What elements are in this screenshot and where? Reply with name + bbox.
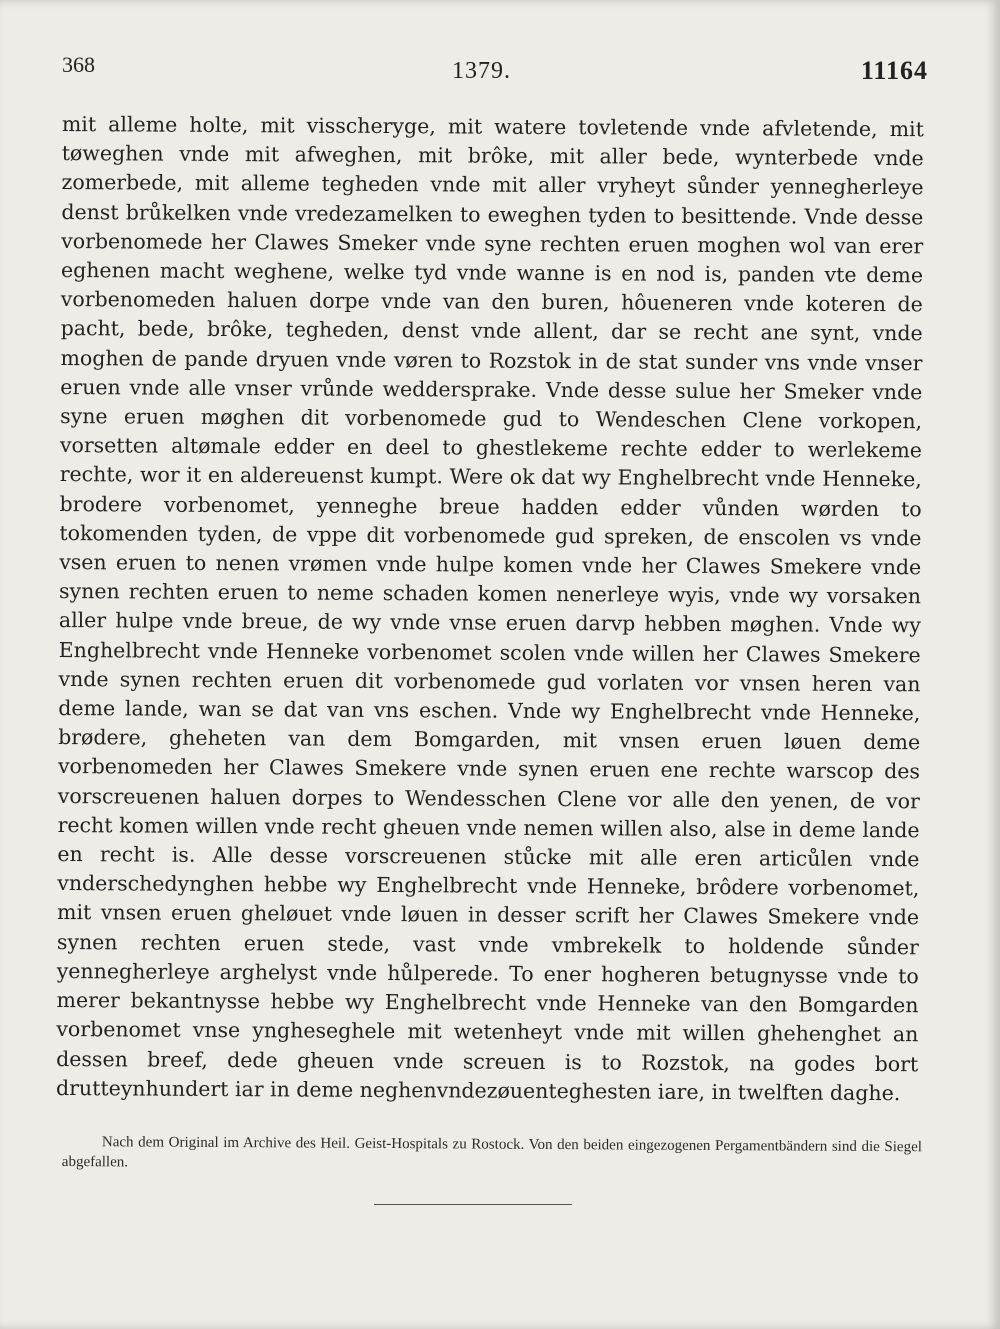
charter-text: mit alleme holte, mit visscheryge, mit watere tovletende vnde afvletende, mit tøweghen vnde mit afweghen, mit brôke, mit aller bede, wynterbede vnde zomerbede, mit alleme tegheden vnde mit aller vryheyt sůnder yennegherleye denst brůkelken vnde vredezamelken to eweghen tyden to besittende. Vnde desse vorbenomede her Clawes Smeker vnde syne rechten eruen moghen wol van erer eghenen macht weghene, welke tyd vnde wanne is en nod is, panden vte deme vorbenomeden haluen dorpe vnde van den buren, hôueneren vnde koteren de pacht, bede, brôke, tegheden, denst vnde allent, dar se recht ane synt, vnde moghen de pande dryuen vnde vøren to Rozstok in de stat sunder vns vnde vnser eruen vnde alle vnser vrůnde weddersprake. Vnde desse sulue her Smeker vnde syne eruen møghen dit vorbenomede gud to Wendeschen Clene vorkopen, vorsetten altømale edder en deel to ghestlekeme rechte edder to werlekeme rechte, wor it en aldereuenst kumpt. Were ok dat wy Enghelbrecht vnde Henneke, brodere vorbenomet, yenneghe breue hadden edder vůnden wørden to tokomenden tyden, de vppe dit vorbenomede gud spreken, de enscolen vs vnde vsen eruen to nenen vrømen vnde hulpe komen vnde her Clawes Smekere vnde synen rechten eruen to neme schaden komen nenerleye wyis, vnde wy vorsaken aller hulpe vnde breue, de wy vnde vnse eruen darvp hebben møghen. Vnde wy Enghelbrecht vnde Henneke vorbenomet scolen vnde willen her Clawes Smekere vnde synen rechten eruen dit vorbenomede gud vorlaten vor vnsen heren van deme lande, wan se dat van vns eschen. Vnde wy Enghelbrecht vnde Henneke, brødere, gheheten van dem Bomgarden, mit vnsen eruen løuen deme vorbenomeden her Clawes Smekere vnde synen eruen ene rechte warscop des vorscreuenen haluen dorpes to Wendesschen Clene vor alle den yenen, de vor recht komen willen vnde recht gheuen vnde nemen willen also, alse in deme lande en recht is. Alle desse vorscreuenen stůcke mit alle eren articůlen vnde vnderschedynghen hebbe wy Enghelbrecht vnde Henneke, brôdere vorbenomet, mit vnsen eruen gheløuet vnde løuen in desser scrift her Clawes Smekere vnde synen rechten eruen stede, vast vnde vmbrekelk to holdende sůnder yennegherleye arghelyst vnde hůlperede. To ener hogheren betugnysse vnde to merer bekantnysse hebbe wy Enghelbrecht vnde Henneke van den Bomgarden vorbenomet vnse yngheseghele mit wetenheyt vnde mit willen ghehenghet an dessen breef, dede gheuen vnde screuen is to Rozstok, na godes bort drutteynhundert iar in deme neghenvndezøuenteghesten iare, in twelften daghe.	[55, 111, 924, 1105]
document-year: 1379.	[452, 58, 511, 84]
page-header	[62, 52, 928, 92]
page-number: 368	[62, 52, 95, 77]
footer-rule	[374, 1204, 572, 1205]
document-number: 11164	[860, 56, 928, 85]
source-footnote: Nach dem Original im Archive des Heil. Geist-Hospitals zu Rostock. Von den beiden eingezogenen Pergamentbändern sind die Siegel abgefallen.	[61, 1134, 922, 1171]
